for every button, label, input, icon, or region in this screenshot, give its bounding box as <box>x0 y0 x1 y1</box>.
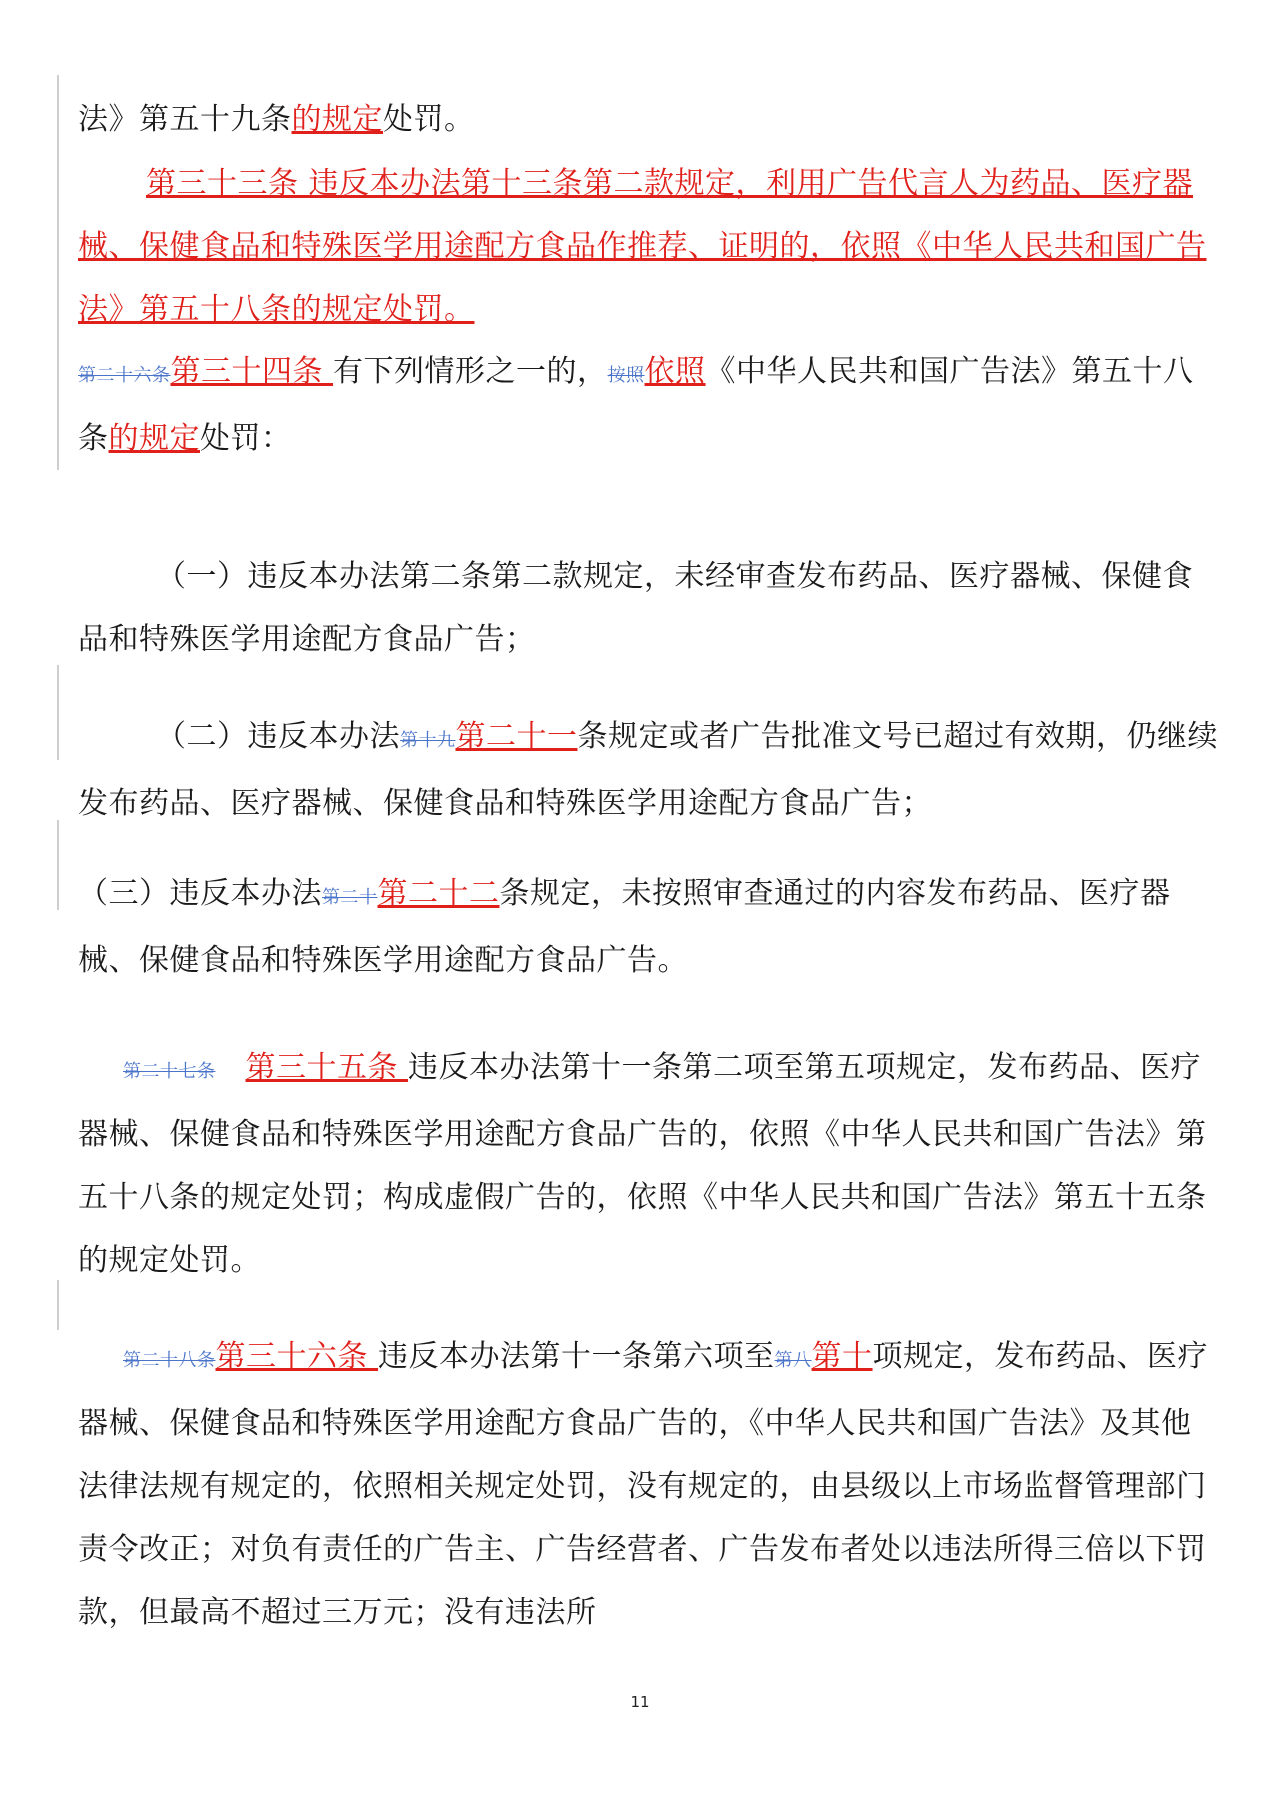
inserted-text: 第二十一 <box>455 719 578 754</box>
deleted-text: 第八 <box>774 1350 812 1371</box>
paragraph-item-3 <box>78 862 1218 992</box>
paragraph-item-2 <box>78 705 1218 835</box>
change-bar <box>57 75 59 470</box>
inserted-text: 依照 <box>644 354 706 389</box>
inserted-text: 第二十二 <box>377 876 500 911</box>
text: 违反本办法第十一条第二项至第五项规定，发布药品、医疗器械、保健食品和特殊医学用途配方食品广告的，依照《中华人民共和国广告法》第五十八条的规定处罚；构成虚假广告的，依照《中华人民共和国广告法》第五十五条的规定处罚。 <box>78 1050 1207 1278</box>
text: 处罚： <box>200 421 292 456</box>
text: 项规定，发布药品、医疗器械、保健食品和特殊医学用途配方食品广告的，《中华人民共和国广告法》及其他法律法规有规定的，依照相关规定处罚，没有规定的，由县级以上市场监督管理部门责令改正；对负有责任的广告主、广告经营者、广告发布者处以违法所得三倍以下罚款，但最高不超过三万元；没有违法所 <box>78 1339 1209 1630</box>
text: 法》第五十九条 <box>78 102 292 137</box>
text: 违反本办法第十一条第六项至 <box>378 1339 775 1374</box>
inserted-text: 第三十五条 <box>245 1050 409 1085</box>
paragraph-item-1 <box>78 545 1218 671</box>
paragraph-3 <box>78 340 1218 470</box>
text: （一）违反本办法第二条第二款规定，未经审查发布药品、医疗器械、保健食品和特殊医学用途配方食品广告； <box>78 559 1193 657</box>
text: （二）违反本办法 <box>156 719 400 754</box>
text: 条规定或者广告批准文号已超过有效期，仍继续发布药品、医疗器械、保健食品和特殊医学用途配方食品广告； <box>78 719 1218 821</box>
change-bar <box>57 1280 59 1330</box>
text: 《中华人民共和国广告法》第五十八条 <box>78 354 1194 456</box>
text: （三）违反本办法 <box>78 876 322 911</box>
deleted-text: 按照 <box>607 365 645 386</box>
inserted-text: 第三十六条 <box>215 1339 379 1374</box>
deleted-text: 第二十六条 <box>78 365 171 386</box>
inserted-text: 的规定 <box>108 421 200 456</box>
deleted-text: 第二十 <box>322 887 378 908</box>
inserted-text: 第三十四条 <box>170 354 334 389</box>
paragraph-2-inserted <box>78 152 1218 341</box>
inserted-text: 的规定 <box>291 102 383 137</box>
paragraph-article-35 <box>78 1036 1218 1292</box>
paragraph-article-36 <box>78 1325 1218 1644</box>
inserted-article: 第三十三条 违反本办法第十三条第二款规定，利用广告代言人为药品、医疗器械、保健食品和特殊医学用途配方食品作推荐、证明的，依照《中华人民共和国广告法》第五十八条的规定处罚。 <box>78 166 1207 327</box>
inserted-text: 第十 <box>811 1339 873 1374</box>
deleted-text: 第十九 <box>400 730 456 751</box>
text: 有下列情形之一的， <box>333 354 608 389</box>
deleted-text: 第二十八条 <box>123 1350 216 1371</box>
paragraph-1 <box>78 88 1218 151</box>
page-number: 11 <box>630 1693 650 1711</box>
change-bar <box>57 665 59 760</box>
deleted-text: 第二十七条 <box>123 1061 216 1082</box>
text: 条规定，未按照审查通过的内容发布药品、医疗器械、保健食品和特殊医学用途配方食品广告。 <box>78 876 1171 978</box>
text: 处罚。 <box>383 102 475 137</box>
change-bar <box>57 820 59 910</box>
